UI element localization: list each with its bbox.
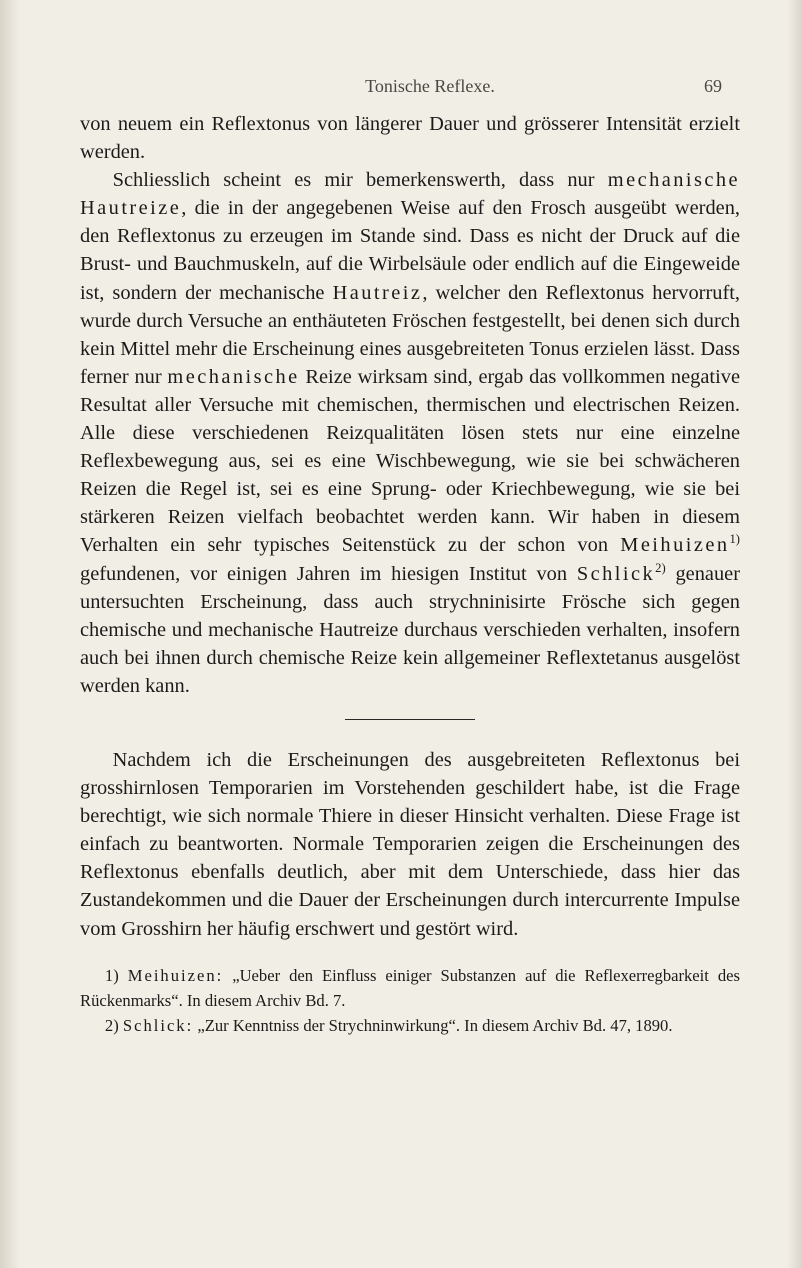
author-name-meihuizen: Meihuizen	[620, 534, 730, 557]
paragraph-mechanical-stimuli	[80, 166, 740, 700]
paragraph-text: Reize wirksam sind, ergab das vollkommen negative Resultat aller Versuche mit chemischen, thermischen und electrischen Reizen. Alle diese verschiedenen Reizqualitäten lösen stets nur eine einzelne Reflexbewegung aus, sei es eine Wischbewegung, wie sie bei schwächeren Reizen die Regel ist, sei es eine Sprung- oder Kriechbewegung, wie sie bei stärkeren Reizen vielfach beobachtet werden kann. Wir haben in diesem Verhalten ein sehr typisches Seitenstück zu der schon von	[80, 365, 740, 557]
page-edge-right	[787, 0, 801, 1268]
paragraph-text: gefundenen, vor einigen Jahren im hiesigen Institut von	[80, 562, 577, 585]
emphasis-text: mechanische	[167, 365, 300, 388]
footnote-author: Meihuizen:	[127, 965, 224, 985]
footnote-reference-1[interactable]: 1)	[729, 532, 740, 547]
page-number: 69	[704, 76, 722, 96]
paragraph-text: genauer untersuchten Erscheinung, dass auch strychninisirte Frösche sich gegen chemische und mechanische Hautreize durchaus verschieden verhalten, insofern auch bei ihnen durch chemische Reize kein allgemeiner Reflextetanus ausgelöst werden kann.	[80, 562, 741, 697]
paragraph-text: Nachdem ich die Erscheinungen des ausgebreiteten Reflextonus bei grosshirnlosen Temporarien im Vorstehenden geschildert habe, ist die Frage berechtigt, wie sich normale Thiere in dieser Hinsicht verhalten. Diese Frage ist einfach zu beantworten. Normale Temporarien zeigen die Erscheinungen des Reflextonus ebenfalls deutlich, aber mit dem Unterschiede, dass hier das Zustandekommen und die Dauer der Erscheinungen durch intercurrente Impulse vom Grosshirn her häufig erschwert und gestört wird.	[80, 748, 740, 940]
paragraph-text: Schliesslich scheint es mir bemerkenswerth, dass nur	[112, 169, 608, 192]
paragraph-normal-animals	[80, 746, 740, 943]
book-page	[80, 76, 740, 1038]
paragraph-text: von neuem ein Reflextonus von längerer Dauer und grösserer Intensität erzielt werden.	[80, 113, 740, 164]
author-name-schlick: Schlick	[576, 562, 656, 585]
paragraph-text: , welcher den Reflextonus hervorruft, wurde durch Versuche an enthäuteten Fröschen festgestellt, bei denen sich durch kein Mittel mehr die Erscheinung eines ausgebreiteten Tonus erzielen lässt. Dass ferner nur	[80, 281, 740, 388]
footnote-1	[80, 963, 740, 1013]
emphasis-text: mechanische Hautreize	[80, 169, 740, 220]
page-edge-left	[0, 0, 20, 1268]
footnote-2	[80, 1013, 740, 1038]
footnote-text: „Zur Kenntniss der Strychninwirkung“. In diesem Archiv Bd. 47, 1890.	[193, 1015, 673, 1035]
paragraph-continuation	[80, 110, 740, 166]
running-head	[80, 76, 740, 102]
running-head-title: Tonische Reflexe.	[365, 76, 495, 96]
footnotes	[80, 963, 740, 1038]
footnote-author: Schlick:	[122, 1015, 194, 1035]
footnote-text: „Ueber den Einfluss einiger Substanzen auf die Reflexerregbarkeit des Rückenmarks“. In diesem Archiv Bd. 7.	[80, 965, 740, 1010]
section-divider	[345, 719, 475, 720]
footnote-marker: 1)	[104, 965, 119, 985]
footnote-reference-2[interactable]: 2)	[655, 560, 666, 575]
paragraph-text: , die in der angegebenen Weise auf den Frosch ausgeübt werden, den Reflextonus zu erzeugen im Stande sind. Dass es nicht der Druck auf die Brust- und Bauchmuskeln, auf die Wirbelsäule oder endlich auf die Eingeweide ist, sondern der mechanische	[80, 197, 740, 304]
emphasis-text: Hautreiz	[332, 281, 423, 304]
footnote-marker: 2)	[104, 1015, 119, 1035]
body-text	[80, 110, 740, 943]
